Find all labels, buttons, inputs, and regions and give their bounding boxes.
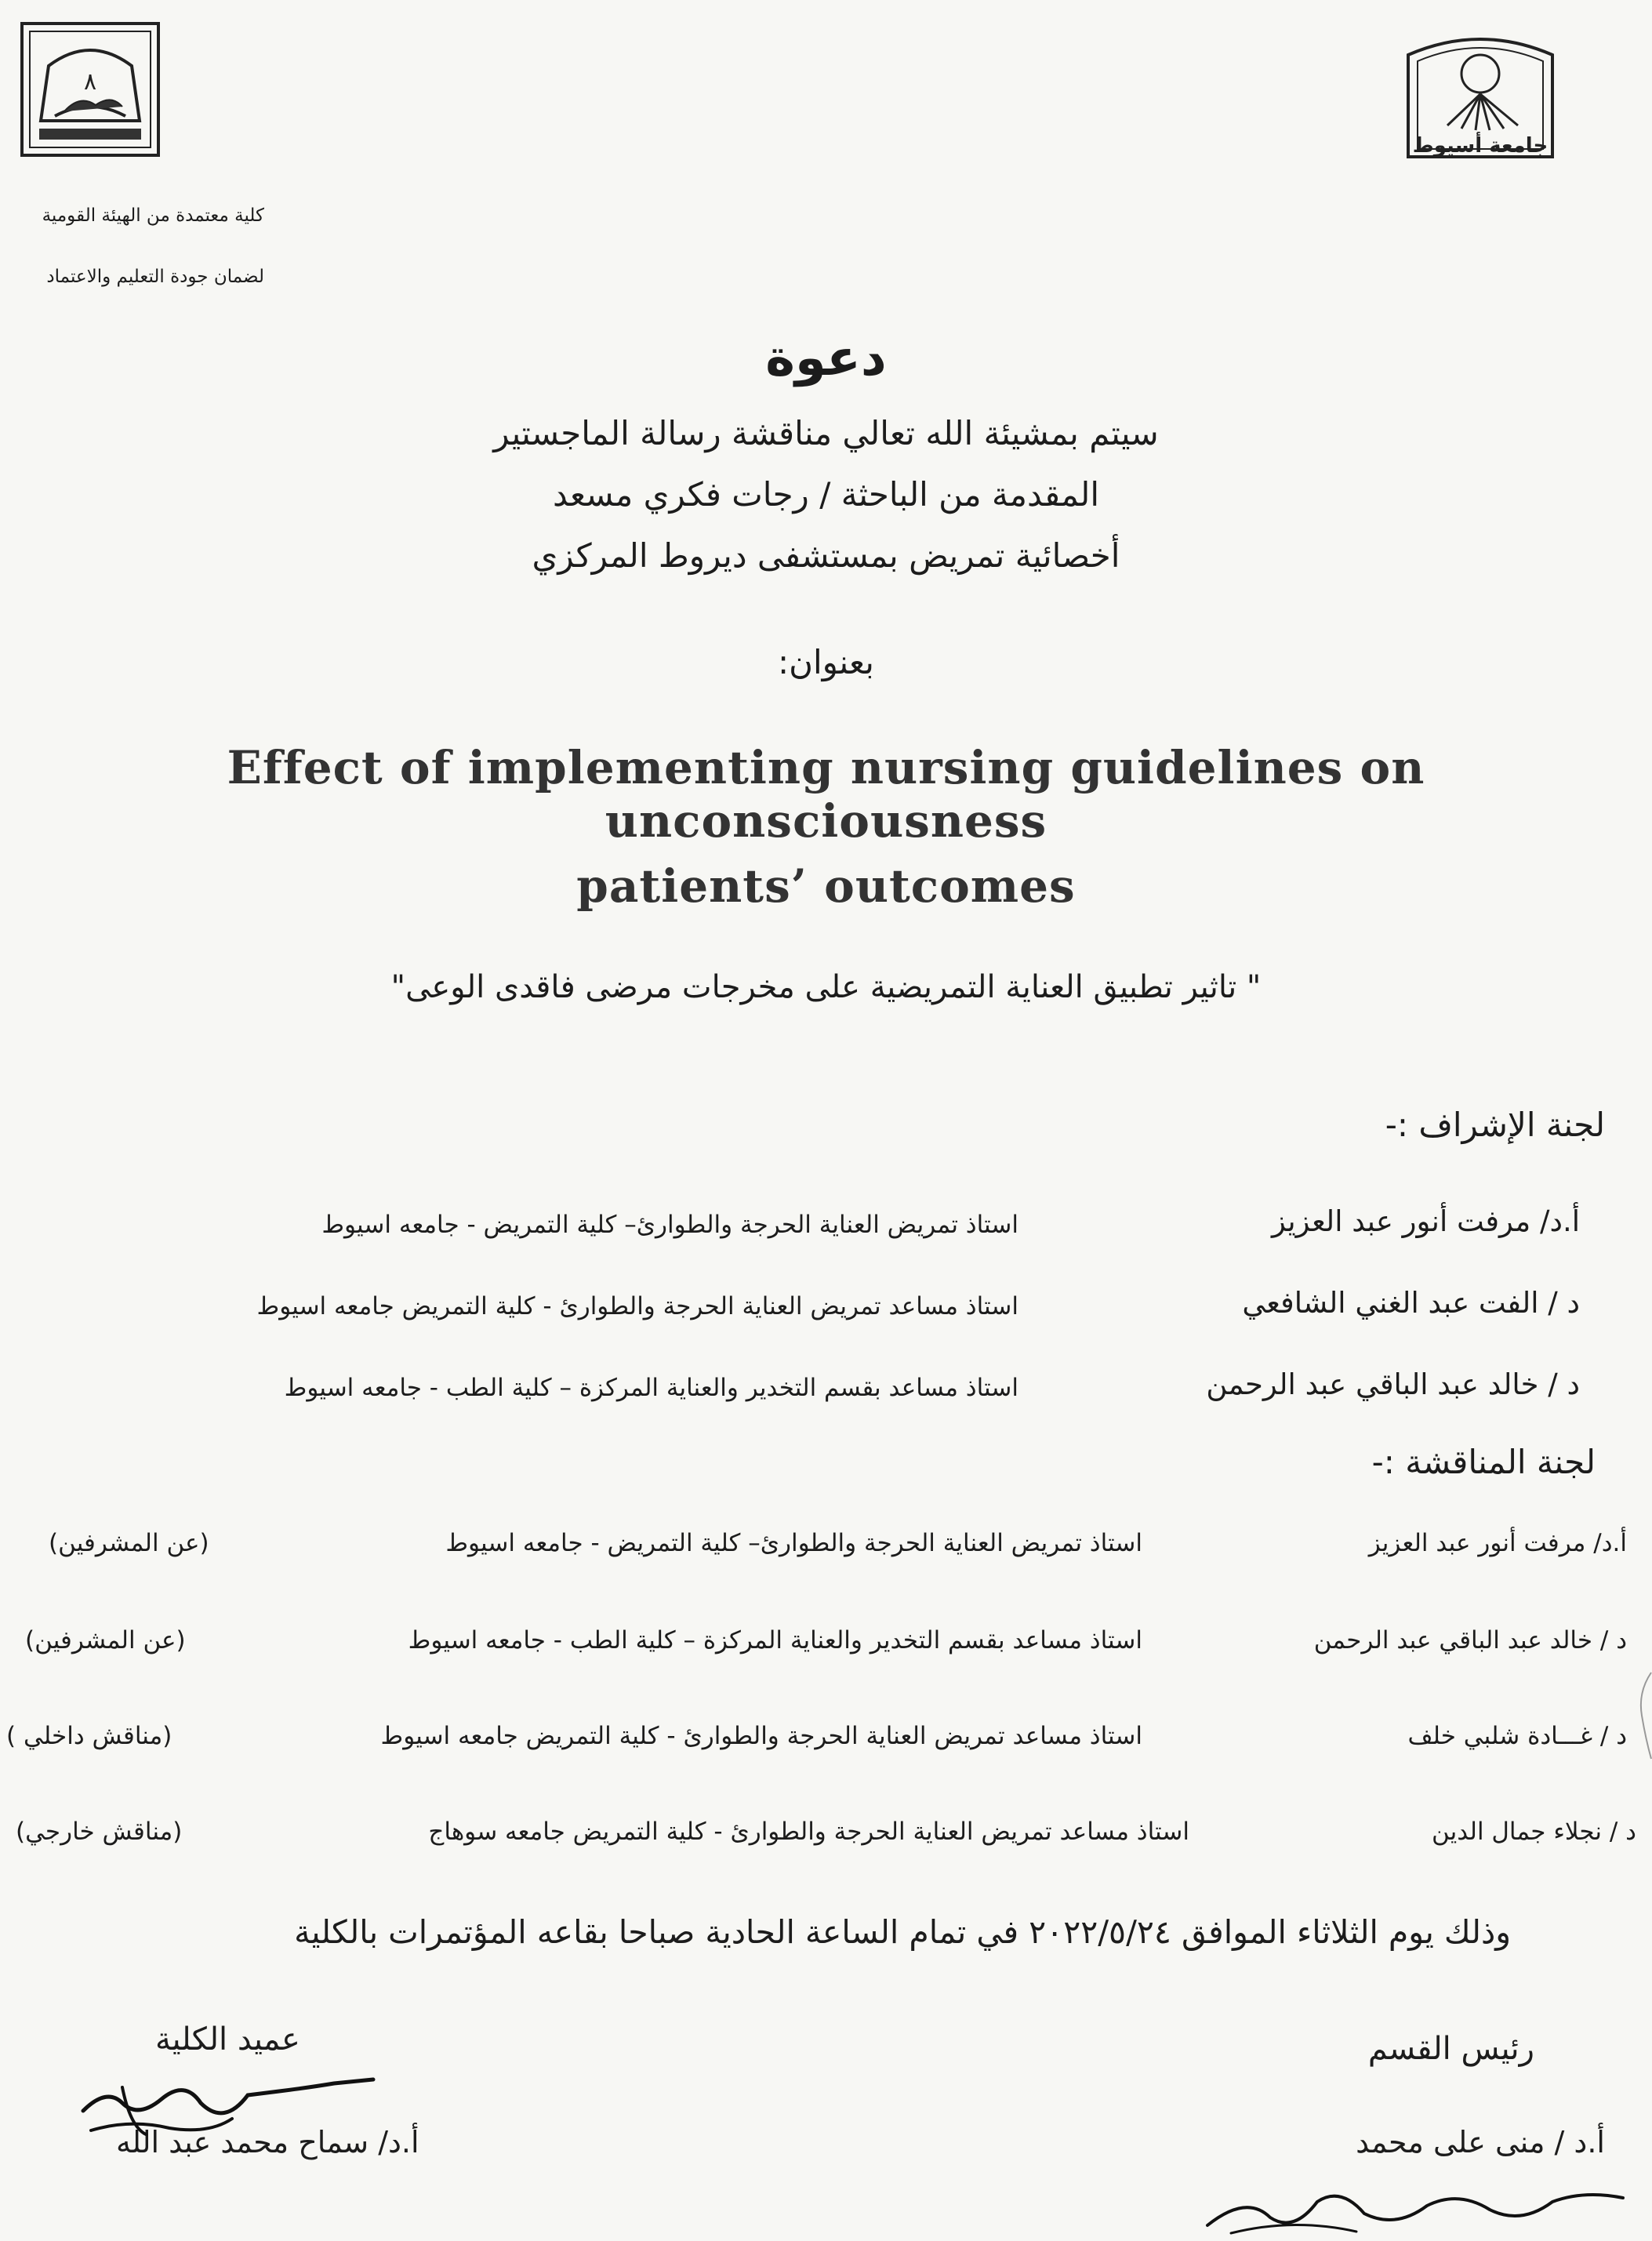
- intro-line-3: أخصائية تمريض بمستشفى ديروط المركزي: [532, 536, 1120, 575]
- intro-line-2: المقدمة من الباحثة / رجات فكري مسعد: [552, 475, 1100, 514]
- logo-text: جامعة أسيوط: [1412, 134, 1549, 158]
- thesis-title-en-2: patients’ outcomes: [576, 859, 1076, 913]
- defense-date-line: وذلك يوم الثلاثاء الموافق ٢٠٢٢/٥/٢٤ في تمام الساعة الحادية صباحا بقاعه المؤتمرات بالكلية: [294, 1913, 1511, 1951]
- examiner-role: (مناقش داخلي ): [6, 1722, 172, 1750]
- supervisor-name: د / خالد عبد الباقي عبد الرحمن: [1206, 1367, 1580, 1401]
- examiner-name: أ.د/ مرفت أنور عبد العزيز: [1368, 1529, 1627, 1557]
- accreditation-line-2: لضمان جودة التعليم والاعتماد: [46, 267, 264, 287]
- head-of-department-label: رئيس القسم: [1367, 2031, 1534, 2067]
- examiner-role: (مناقش خارجي): [16, 1818, 183, 1846]
- supervisor-name: د / الفت عبد الغني الشافعي: [1242, 1286, 1580, 1320]
- examiner-name: د / نجلاء جمال الدين: [1432, 1818, 1636, 1846]
- supervisor-desc: استاذ مساعد بقسم التخدير والعناية المركزة – كلية الطب - جامعه اسيوط: [284, 1374, 1018, 1402]
- invitation-title: دعوة: [765, 329, 887, 387]
- examiner-role: (عن المشرفين): [25, 1626, 186, 1654]
- examiner-desc: استاذ مساعد تمريض العناية الحرجة والطوارئ - كلية التمريض جامعه اسيوط: [380, 1722, 1142, 1750]
- supervisor-desc: استاذ تمريض العناية الحرجة والطوارئ– كلية التمريض - جامعه اسيوط: [321, 1211, 1018, 1239]
- thesis-title-ar: " تاثير تطبيق العناية التمريضية على مخرجات مرضى فاقدى الوعى": [390, 969, 1262, 1005]
- examination-heading: لجنة المناقشة :-: [1371, 1443, 1596, 1481]
- accreditation-line-1: كلية معتمدة من الهيئة القومية: [42, 205, 264, 226]
- head-of-department-name: أ.د / منى على محمد: [1356, 2125, 1605, 2159]
- examiner-desc: استاذ مساعد بقسم التخدير والعناية المركزة – كلية الطب - جامعه اسيوط: [408, 1626, 1142, 1654]
- examiner-desc: استاذ تمريض العناية الحرجة والطوارئ– كلية التمريض - جامعه اسيوط: [445, 1529, 1142, 1557]
- dean-signature: [75, 2056, 389, 2150]
- subject-label: بعنوان:: [778, 643, 874, 681]
- supervisor-name: أ.د/ مرفت أنور عبد العزيز: [1271, 1204, 1580, 1238]
- university-logo: [1400, 24, 1560, 165]
- examiner-role: (عن المشرفين): [49, 1529, 209, 1557]
- thesis-title-en-1: Effect of implementing nursing guidelines on unconsciousness: [227, 741, 1425, 848]
- dean-name: أ.د/ سماح محمد عبد الله: [116, 2125, 419, 2159]
- supervision-heading: لجنة الإشراف :-: [1385, 1106, 1605, 1144]
- faculty-logo: [17, 19, 163, 160]
- intro-line-1: سيتم بمشيئة الله تعالي مناقشة رسالة الماجستير: [493, 414, 1159, 452]
- examiner-name: د / خالد عبد الباقي عبد الرحمن: [1313, 1626, 1627, 1654]
- supervisor-desc: استاذ مساعد تمريض العناية الحرجة والطوارئ - كلية التمريض جامعه اسيوط: [256, 1292, 1018, 1320]
- examiner-desc: استاذ مساعد تمريض العناية الحرجة والطوارئ - كلية التمريض جامعه سوهاج: [428, 1818, 1189, 1846]
- head-signature: [1200, 2170, 1639, 2241]
- examiner-name: د / غـــادة شلبي خلف: [1407, 1722, 1627, 1750]
- edge-mark: [1634, 1669, 1652, 1763]
- dean-label: عميد الكلية: [155, 2021, 300, 2058]
- logo-numeral: ٨: [83, 68, 97, 96]
